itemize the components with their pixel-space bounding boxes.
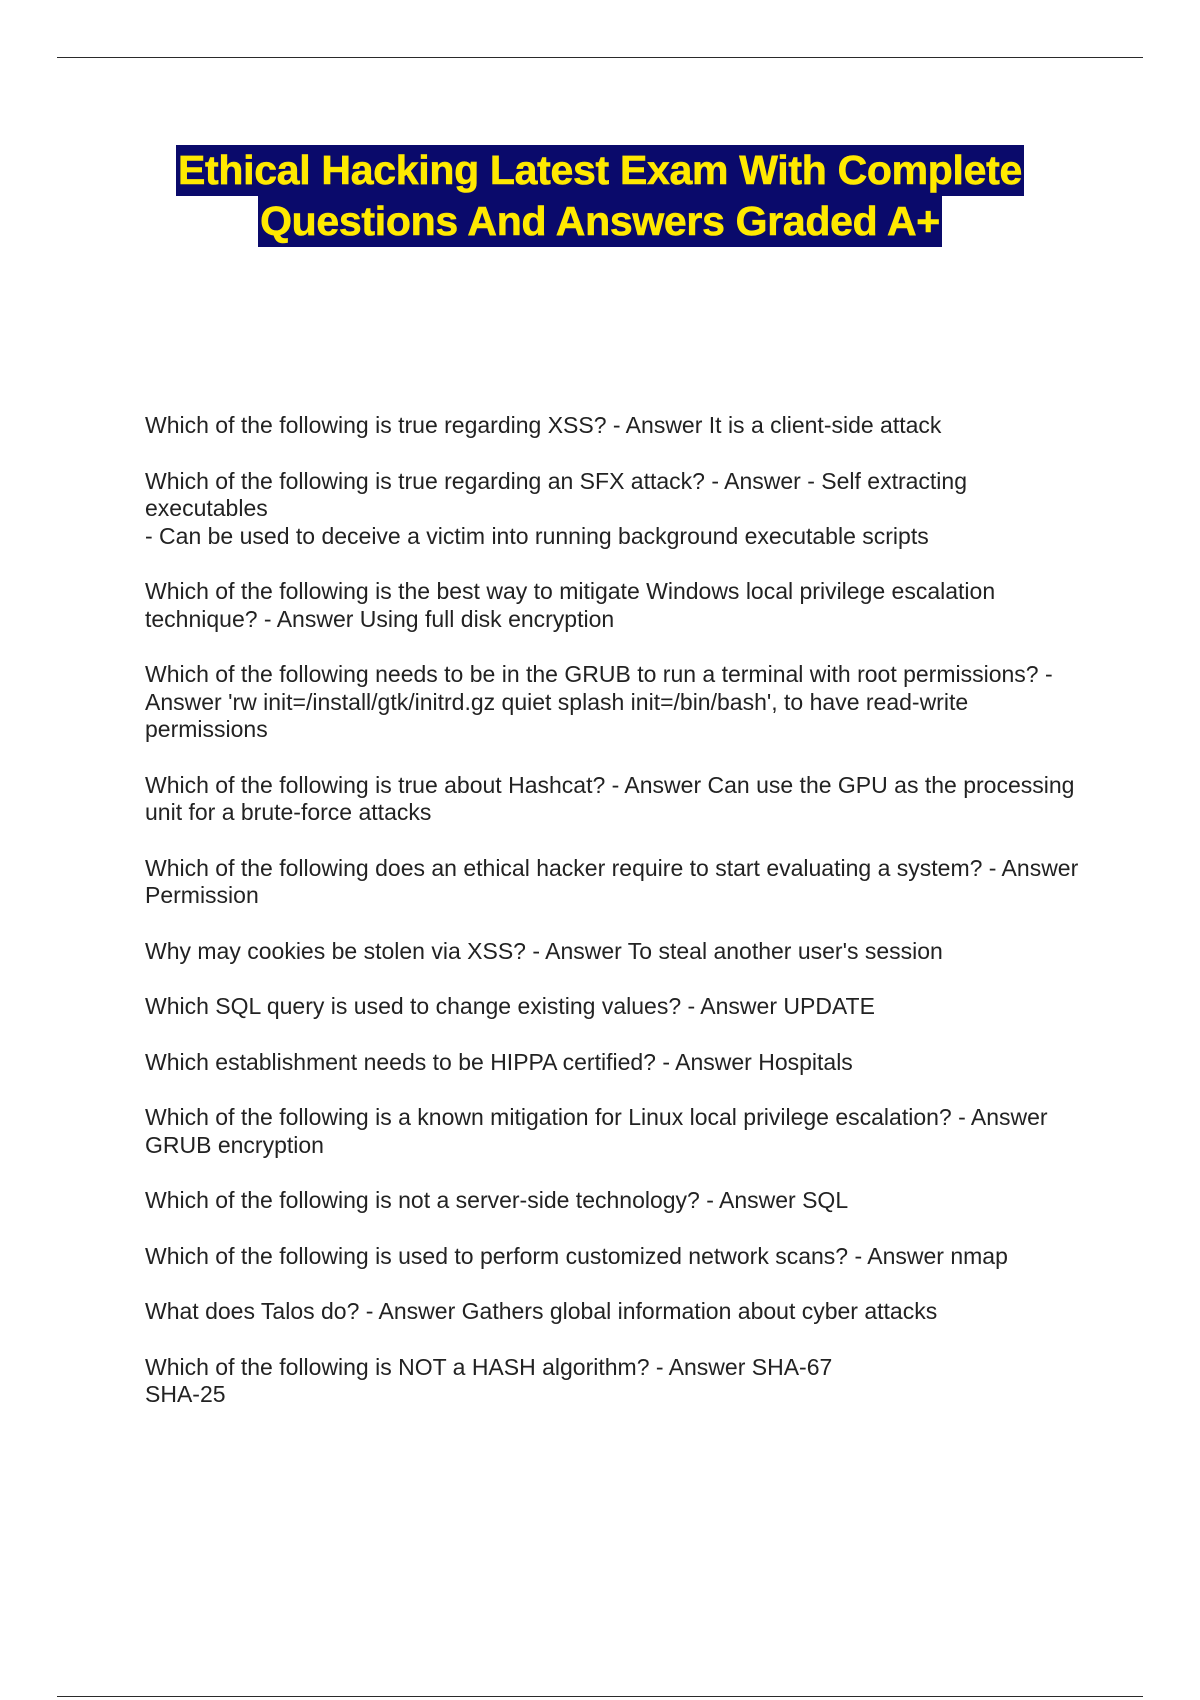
document-title [0,145,1200,247]
title-line-1: Ethical Hacking Latest Exam With Complete [176,145,1024,196]
qa-item: Why may cookies be stolen via XSS? - Answer To steal another user's session [145,937,943,964]
qa-item: Which of the following is NOT a HASH algorithm? - Answer SHA-67 SHA-25 [145,1353,833,1407]
bottom-rule [57,1696,1143,1697]
question-answer-list [145,412,1095,1437]
qa-item: What does Talos do? - Answer Gathers global information about cyber attacks [145,1298,938,1324]
qa-item: Which SQL query is used to change existing values? - Answer UPDATE [145,993,875,1019]
qa-item: Which of the following is not a server-side technology? - Answer SQL [145,1187,849,1213]
qa-item: Which of the following is the best way to mitigate Windows local privilege escalation technique? - Answer Using full disk encryption [145,578,996,632]
qa-item: Which establishment needs to be HIPPA certified? - Answer Hospitals [145,1048,853,1075]
qa-item: Which of the following is true about Hashcat? - Answer Can use the GPU as the processing unit for a brute-force attacks [145,771,1075,825]
qa-item: Which of the following does an ethical hacker require to start evaluating a system? - Answer Permission [145,854,1079,908]
qa-item: Which of the following is a known mitigation for Linux local privilege escalation? - Answer GRUB encryption [145,1104,1048,1158]
qa-item: Which of the following is true regarding XSS? - Answer It is a client-side attack [145,412,942,438]
top-rule [57,57,1143,58]
qa-item: Which of the following needs to be in the GRUB to run a terminal with root permissions? - Answer 'rw init=/install/gtk/initrd.gz quiet splash init=/bin/bash', to have read-write permissions [145,661,1053,742]
qa-item: Which of the following is true regarding an SFX attack? - Answer - Self extracting executables - Can be used to deceive a victim into running background executable scripts [145,467,967,549]
qa-item: Which of the following is used to perform customized network scans? - Answer nmap [145,1242,1008,1269]
title-line-2: Questions And Answers Graded A+ [258,196,942,247]
